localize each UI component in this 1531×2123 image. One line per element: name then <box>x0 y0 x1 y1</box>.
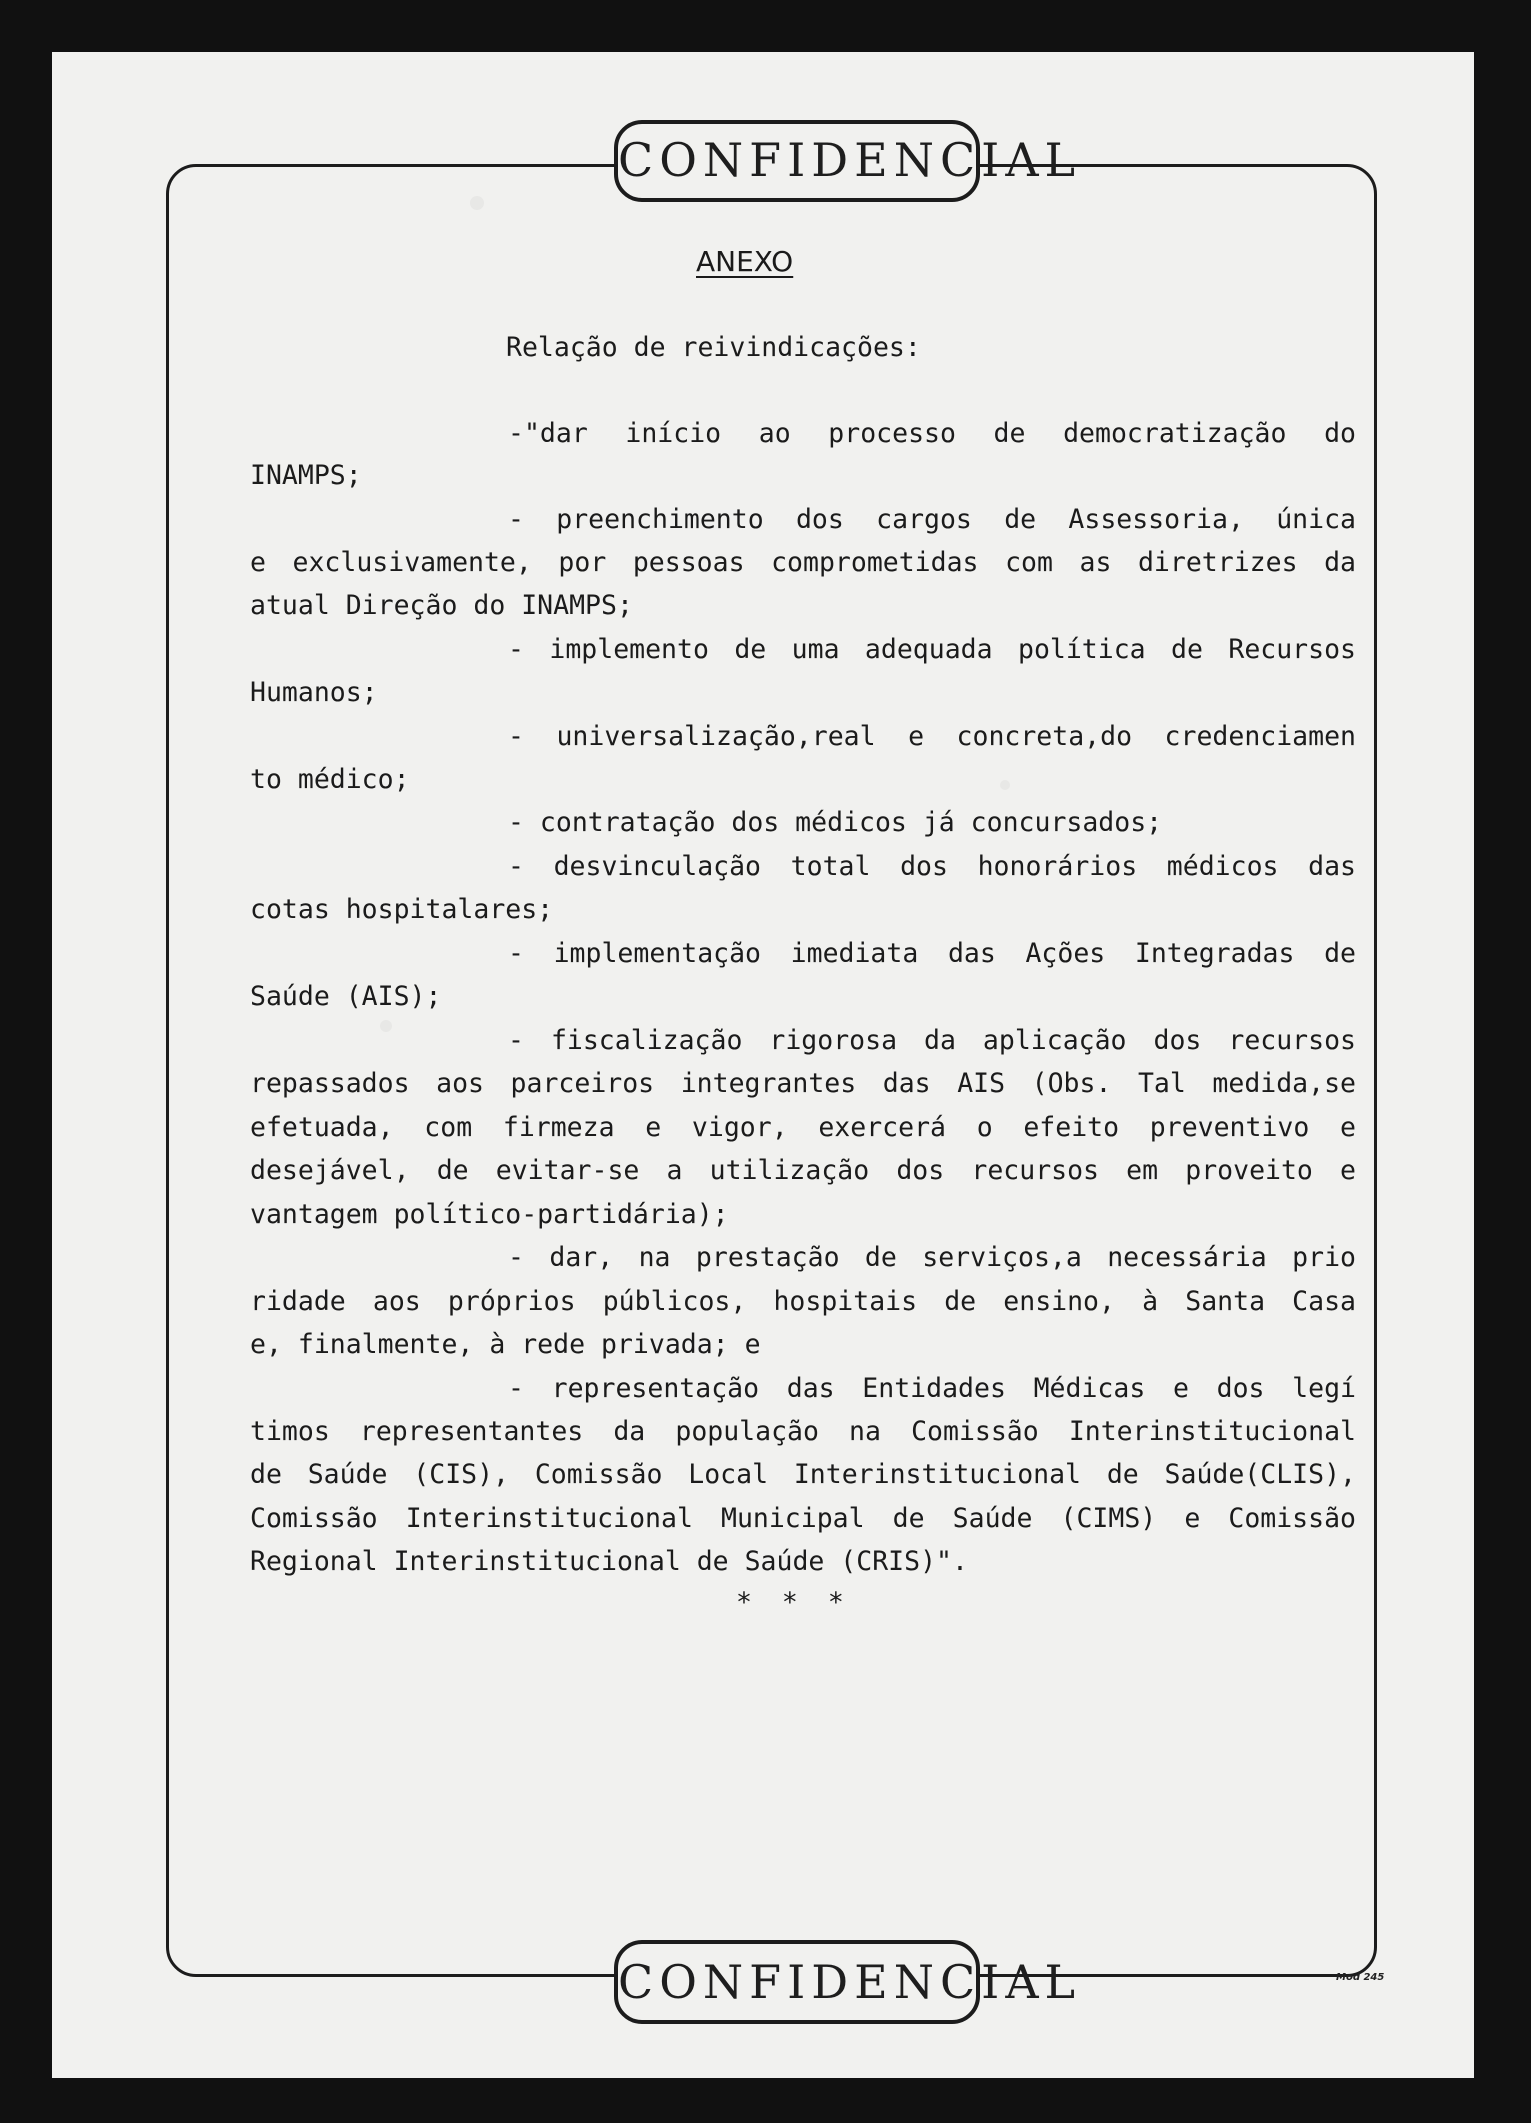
text-line: - contratação dos médicos já concursados; <box>508 807 1163 838</box>
intro-text: Relação de reivindicações: <box>506 332 921 363</box>
scan-speck <box>380 1020 392 1032</box>
text-line: Humanos; <box>250 677 378 708</box>
text-line: repassados aos parceiros integrantes das AIS (Obs. Tal medida,se <box>250 1068 1356 1099</box>
text-line: atual Direção do INAMPS; <box>250 590 633 621</box>
text-line: - dar, na prestação de serviços,a necessária prio <box>508 1242 1356 1273</box>
text-line: cotas hospitalares; <box>250 894 554 925</box>
text-line: Comissão Interinstitucional Municipal de Saúde (CIMS) e Comissão <box>250 1503 1356 1534</box>
text-line: - representação das Entidades Médicas e dos legí <box>508 1373 1356 1404</box>
text-line: - implementação imediata das Ações Integradas de <box>508 938 1356 969</box>
text-line: efetuada, com firmeza e vigor, exercerá o efeito preventivo e <box>250 1112 1356 1143</box>
text-line: - universalização,real e concreta,do credenciamen <box>508 721 1356 752</box>
scan-speck <box>1000 780 1010 790</box>
form-code: Mod 245 <box>1336 1972 1385 1983</box>
text-line: e, finalmente, à rede privada; e <box>250 1329 761 1360</box>
text-line: - preenchimento dos cargos de Assessoria, única <box>508 504 1356 535</box>
confidencial-stamp-top: CONFIDENCIAL <box>614 120 980 202</box>
text-line: - desvinculação total dos honorários médicos das <box>508 851 1356 882</box>
text-line: - implemento de uma adequada política de Recursos <box>508 634 1356 665</box>
text-line: ridade aos próprios públicos, hospitais de ensino, à Santa Casa <box>250 1286 1356 1317</box>
page-title: ANEXO <box>696 245 794 278</box>
text-line: timos representantes da população na Comissão Interinstitucional <box>250 1416 1356 1447</box>
text-line: INAMPS; <box>250 460 362 491</box>
text-line: e exclusivamente, por pessoas comprometidas com as diretrizes da <box>250 547 1356 578</box>
text-line: - fiscalização rigorosa da aplicação dos recursos <box>508 1025 1356 1056</box>
text-line: Saúde (AIS); <box>250 981 442 1012</box>
text-line: de Saúde (CIS), Comissão Local Interinstitucional de Saúde(CLIS), <box>250 1459 1356 1490</box>
text-line: Regional Interinstitucional de Saúde (CRIS)". <box>250 1546 968 1577</box>
scan-speck <box>470 196 484 210</box>
text-line: -"dar início ao processo de democratização do <box>508 418 1356 449</box>
text-line: to médico; <box>250 764 410 795</box>
confidencial-stamp-bottom: CONFIDENCIAL <box>614 1940 980 2024</box>
text-line: vantagem político-partidária); <box>250 1199 729 1230</box>
text-line: desejável, de evitar-se a utilização dos recursos em proveito e <box>250 1155 1356 1186</box>
closing-asterisks: * * * <box>736 1587 844 1618</box>
